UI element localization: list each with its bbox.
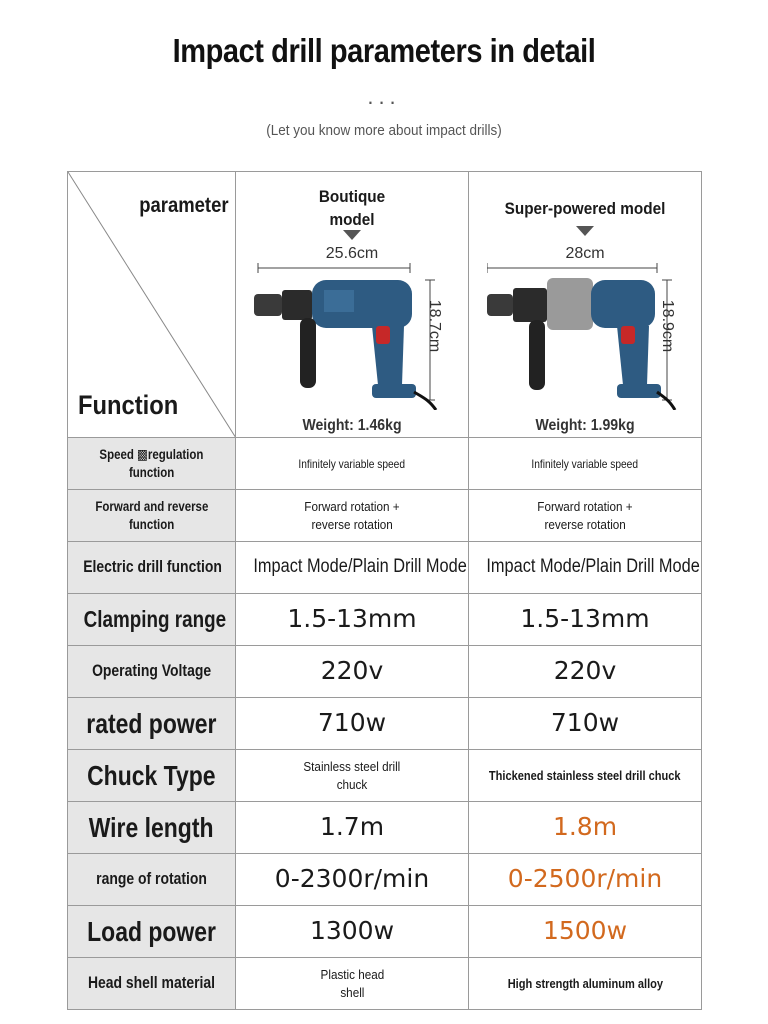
arrow-down-icon — [343, 230, 361, 240]
table-row — [68, 646, 702, 698]
value-super: 0-2500r/min — [469, 854, 702, 906]
weight-label: Weight: 1.46kg — [302, 417, 402, 434]
value-boutique: Plastic head shell — [236, 958, 469, 1010]
model-name: Boutique model — [318, 187, 386, 229]
value-super: Impact Mode/Plain Drill Mode — [469, 542, 702, 594]
value-boutique: 1.7m — [236, 802, 469, 854]
value-super: 1.5-13mm — [469, 594, 702, 646]
value-boutique: Stainless steel drill chuck — [236, 750, 469, 802]
row-label: Operating Voltage — [68, 646, 236, 698]
value-super: 710w — [469, 698, 702, 750]
value-super: High strength aluminum alloy — [469, 958, 702, 1010]
table-row — [68, 698, 702, 750]
page-subtitle: (Let you know more about impact drills) — [266, 122, 502, 139]
value-boutique: Infinitely variable speed — [236, 438, 469, 490]
parameter-heading: parameter — [139, 194, 229, 217]
table-row — [68, 802, 702, 854]
table-row — [68, 438, 702, 490]
value-super: 1.8m — [469, 802, 702, 854]
row-label: Speed ▩regulation function — [68, 438, 236, 490]
table-row — [68, 854, 702, 906]
row-label: Electric drill function — [68, 542, 236, 594]
corner-cell — [68, 172, 236, 438]
value-boutique: 1.5-13mm — [236, 594, 469, 646]
table-row — [68, 542, 702, 594]
row-label: rated power — [68, 698, 236, 750]
row-label: range of rotation — [68, 854, 236, 906]
table-row — [68, 906, 702, 958]
page-title: Impact drill parameters in detail — [172, 32, 596, 69]
drill-image — [487, 260, 687, 410]
table-row — [68, 490, 702, 542]
row-label: Wire length — [68, 802, 236, 854]
model-cell-boutique — [236, 172, 469, 438]
width-dimension: 25.6cm — [325, 245, 379, 262]
height-dimension: 18.7cm — [425, 299, 443, 353]
value-boutique: Forward rotation + reverse rotation — [236, 490, 469, 542]
value-super: Thickened stainless steel drill chuck — [469, 750, 702, 802]
model-name: Super-powered model — [504, 199, 666, 218]
row-label: Load power — [68, 906, 236, 958]
parameter-table — [67, 171, 702, 1010]
value-boutique: 0-2300r/min — [236, 854, 469, 906]
value-boutique: 220v — [236, 646, 469, 698]
row-label: Head shell material — [68, 958, 236, 1010]
function-heading: Function — [78, 390, 179, 420]
value-super: Infinitely variable speed — [469, 438, 702, 490]
title-dots: ... — [367, 84, 401, 109]
row-label: Chuck Type — [68, 750, 236, 802]
width-dimension: 28cm — [565, 245, 605, 262]
value-super: 1500w — [469, 906, 702, 958]
height-dimension: 18.9cm — [658, 299, 676, 353]
row-label: Forward and reverse function — [68, 490, 236, 542]
value-super: 220v — [469, 646, 702, 698]
value-super: Forward rotation + reverse rotation — [469, 490, 702, 542]
drill-image — [254, 260, 454, 410]
model-cell-super-powered — [469, 172, 702, 438]
row-label: Clamping range — [68, 594, 236, 646]
table-row — [68, 594, 702, 646]
weight-label: Weight: 1.99kg — [535, 417, 635, 434]
value-boutique: Impact Mode/Plain Drill Mode — [236, 542, 469, 594]
value-boutique: 1300w — [236, 906, 469, 958]
value-boutique: 710w — [236, 698, 469, 750]
header-row — [68, 172, 702, 438]
arrow-down-icon — [576, 226, 594, 236]
table-row — [68, 958, 702, 1010]
table-row — [68, 750, 702, 802]
